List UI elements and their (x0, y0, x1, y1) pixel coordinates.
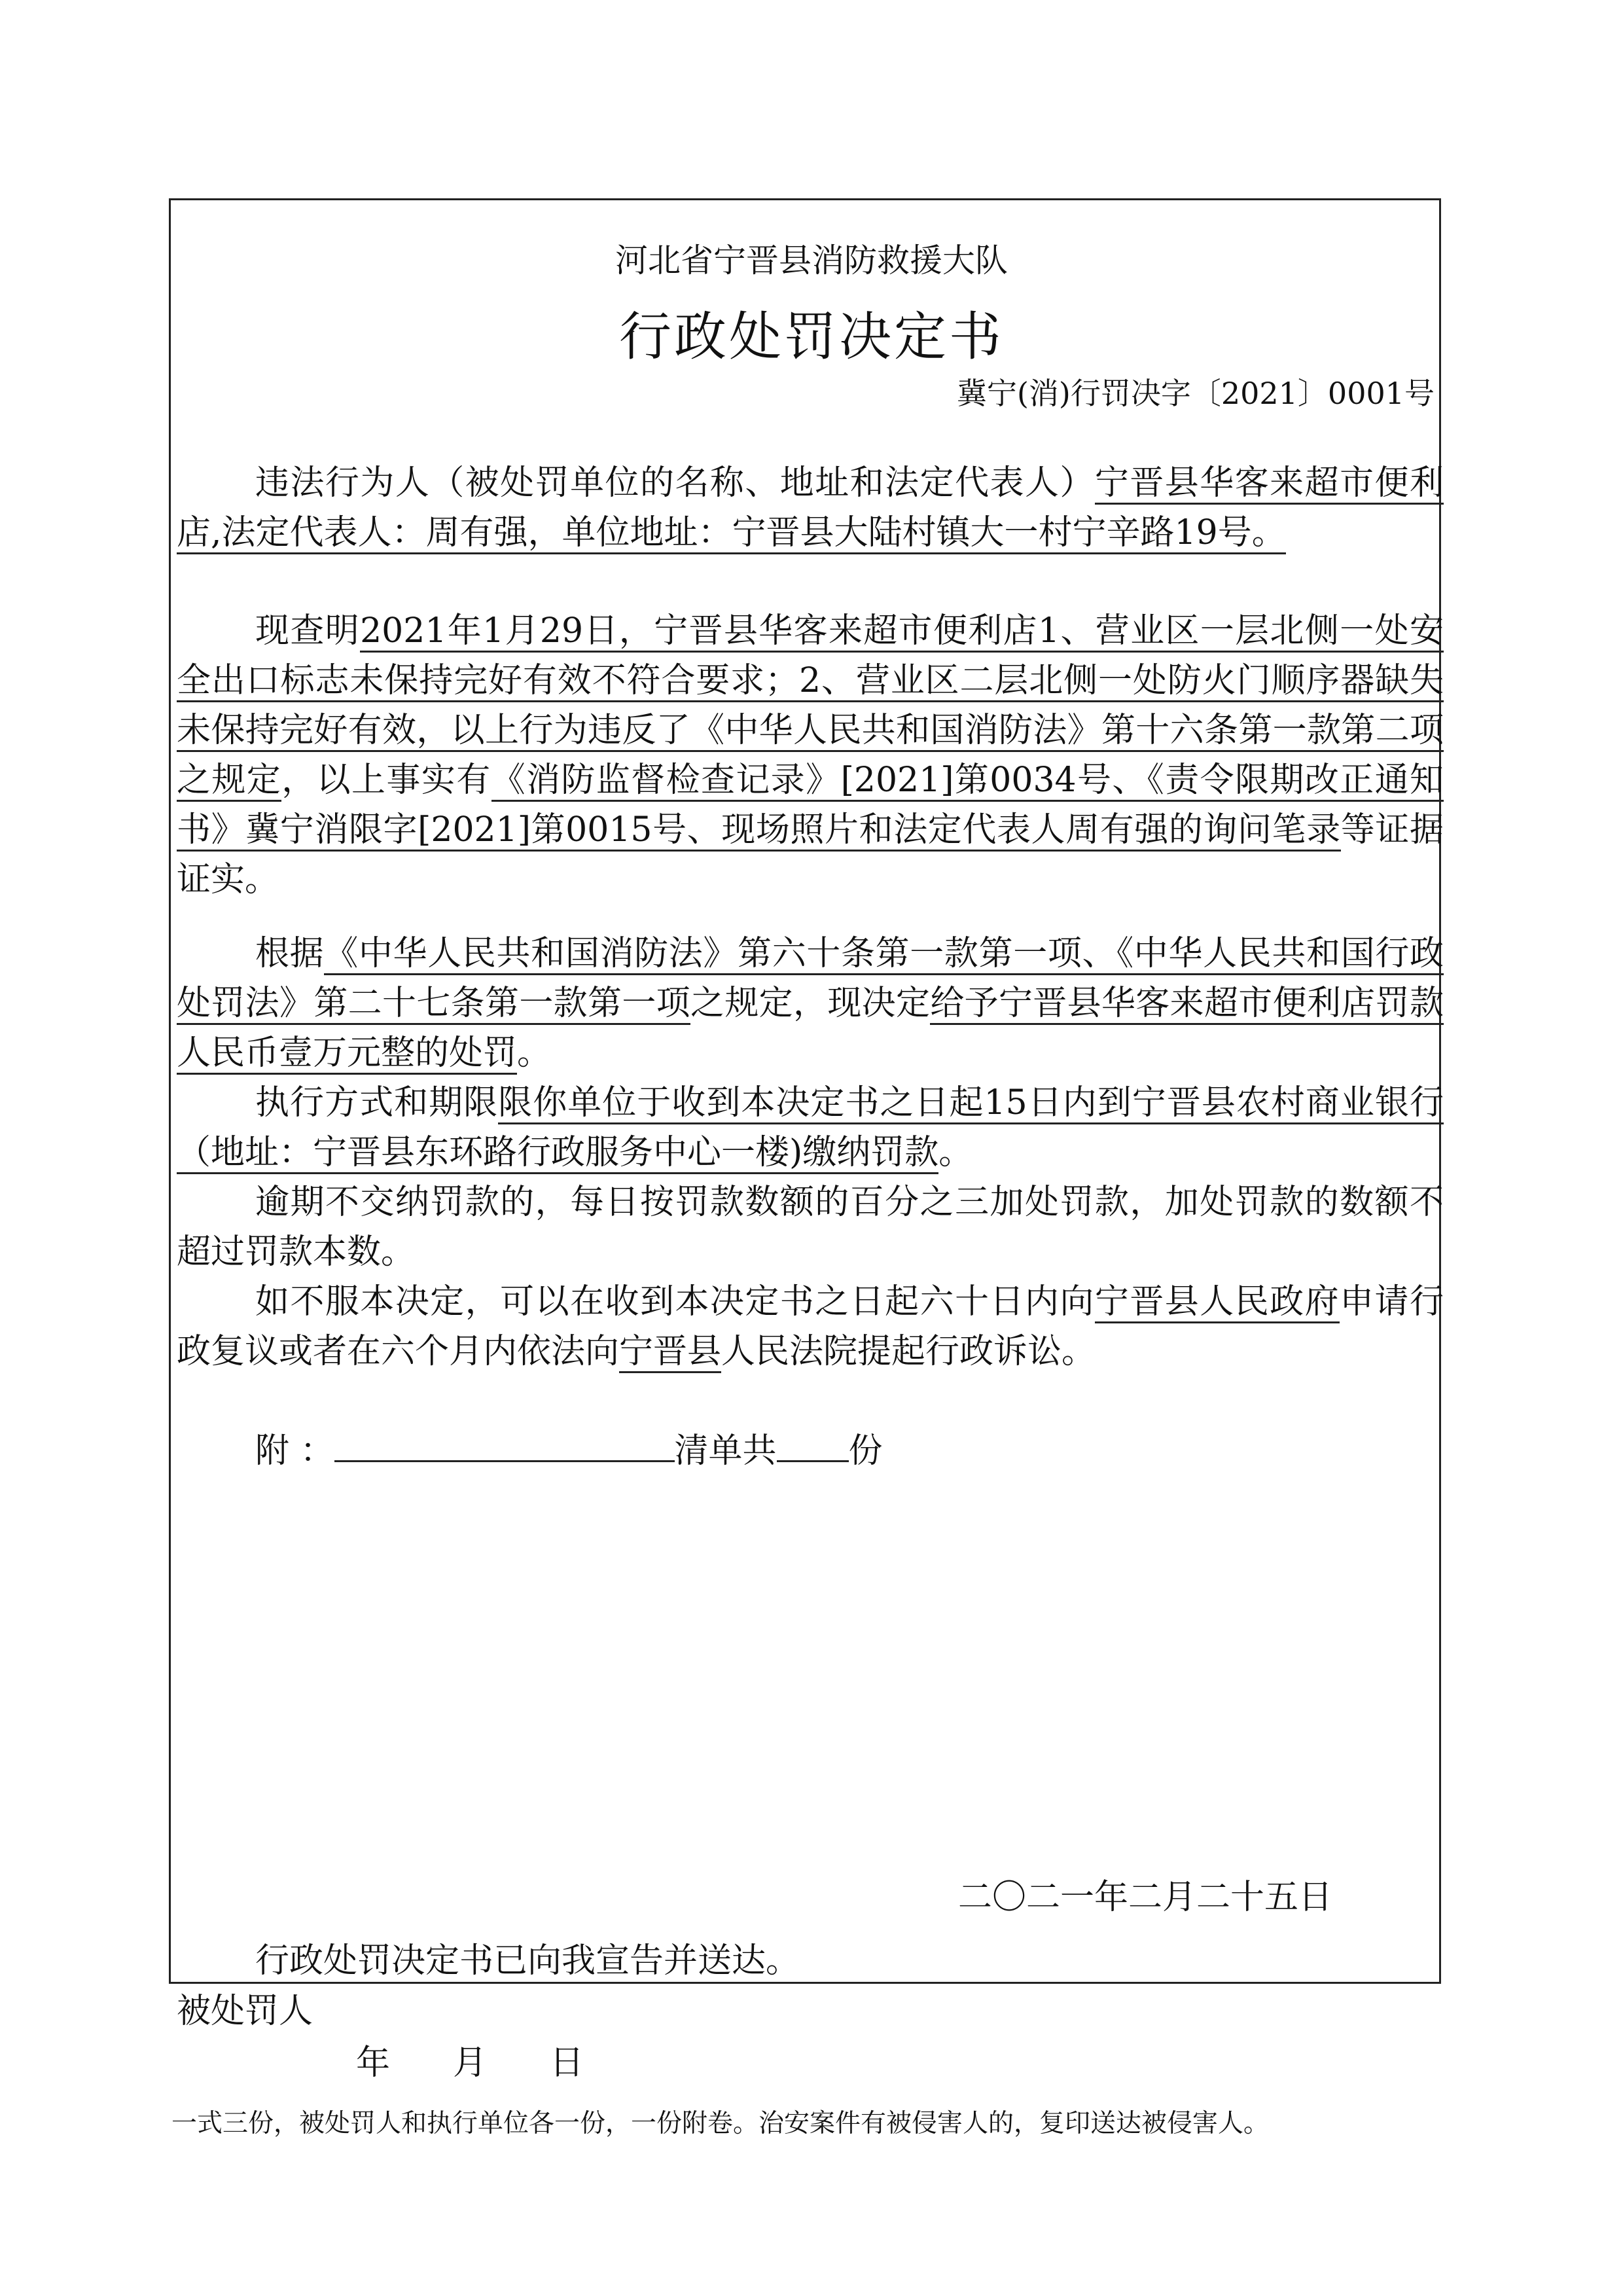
appeal-mid: 申请行政复议或者在六个月内依法向 (177, 1282, 1444, 1371)
basis-mid: 之规定，现决定 (690, 984, 931, 1023)
appeal-paragraph (177, 1277, 1444, 1376)
basis-paragraph (177, 929, 1444, 1078)
facts-tail: 等证据证实。 (177, 810, 1444, 899)
execution-paragraph (177, 1078, 1444, 1177)
execution-label: 执行方式和期限 (255, 1083, 499, 1122)
execution-end: 。 (938, 1133, 973, 1172)
offender-label: 违法行为人（被处罚单位的名称、地址和法定代表人） (255, 463, 1095, 503)
appeal-court: 宁晋县 (619, 1332, 721, 1373)
offender-value: 宁晋县华客来超市便利店,法定代表人：周有强，单位地址：宁晋县大陆村镇大一村宁辛路19号。 (177, 463, 1444, 554)
overdue-text: 逾期不交纳罚款的，每日按罚款数额的百分之三加处罚款，加处罚款的数额不超过罚款本数。 (177, 1183, 1444, 1272)
day-label: 日 (550, 2043, 584, 2083)
basis-value: 《中华人民共和国消防法》第六十条第一款第一项、《中华人民共和国行政处罚法》第二十七条第一款第一项 (177, 934, 1444, 1025)
evidence-value: 《消防监督检查记录》[2021]第0034号、《责令限期改正通知书》冀宁消限字[2021]第0015号、现场照片和法定代表人周有强的询问笔录 (177, 761, 1444, 852)
facts-mid: ，以上事实有 (281, 761, 491, 800)
footer-note: 一式三份，被处罚人和执行单位各一份，一份附卷。治安案件有被侵害人的，复印送达被侵害人。 (171, 2109, 1270, 2138)
decision-value: 给予宁晋县华客来超市便利店罚款人民币壹万元整的处罚 (177, 984, 1444, 1075)
facts-value: 2021年1月29日，宁晋县华客来超市便利店1、营业区一层北侧一处安全出口标志未保持完好有效不符合要求；2、营业区二层北侧一处防火门顺序器缺失未保持完好有效，以上行为违反了《中华人民共和国消防法》第十六条第一款第二项之规定 (177, 611, 1444, 802)
document-title: 行政处罚决定书 (619, 306, 1004, 367)
attachment-line (177, 1426, 1444, 1476)
appeal-pre: 如不服本决定，可以在收到本决定书之日起六十日内向 (255, 1282, 1095, 1321)
year-label: 年 (356, 2043, 391, 2083)
receiver-label: 被处罚人 (177, 1992, 313, 2031)
list-count-label: 清单共 (674, 1431, 777, 1471)
basis-label: 根据 (255, 934, 325, 973)
agency-name: 河北省宁晋县消防救援大队 (615, 242, 1008, 279)
offender-paragraph (177, 458, 1444, 558)
facts-label: 现查明 (255, 611, 361, 651)
overdue-paragraph (177, 1177, 1444, 1277)
attachment-label: 附 ： (255, 1431, 334, 1471)
list-count-unit: 份 (848, 1431, 883, 1471)
facts-paragraph (177, 606, 1444, 905)
appeal-government: 宁晋县人民政府 (1095, 1282, 1340, 1323)
execution-value: 限你单位于收到本决定书之日起15日内到宁晋县农村商业银行（地址：宁晋县东环路行政服务中心一楼)缴纳罚款 (177, 1083, 1444, 1174)
document-number: 冀宁(消)行罚决字〔2021〕0001号 (956, 376, 1435, 411)
issue-date: 二〇二一年二月二十五日 (958, 1878, 1333, 1917)
list-count-blank (777, 1426, 849, 1462)
basis-end: 。 (517, 1033, 552, 1073)
appeal-end: 人民法院提起行政诉讼。 (721, 1332, 1096, 1371)
receipt-date-fields (356, 2035, 647, 2084)
month-label: 月 (453, 2043, 488, 2083)
attachment-blank (334, 1426, 675, 1462)
delivery-acknowledgement: 行政处罚决定书已向我宣告并送达。 (255, 1941, 800, 1981)
